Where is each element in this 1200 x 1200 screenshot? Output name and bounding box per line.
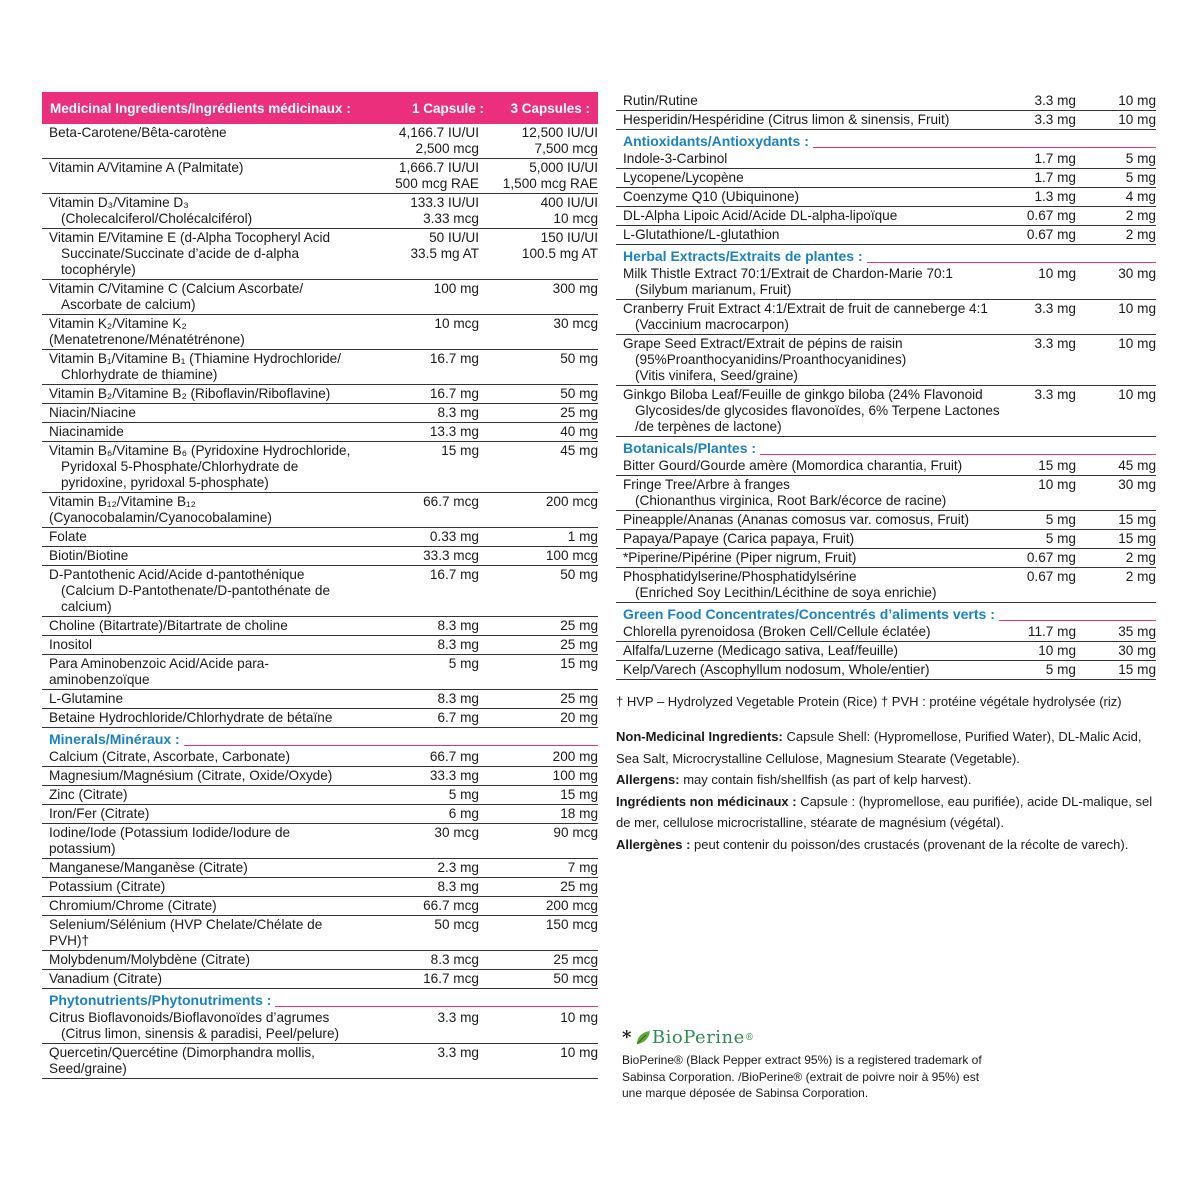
ingredient-row — [42, 916, 598, 951]
ingredient-row — [42, 229, 598, 280]
section-heading: Minerals/Minéraux : — [42, 728, 598, 748]
hvp-footnote: † HVP – Hydrolyzed Vegetable Protein (Rice) † PVH : protéine végétale hydrolysée (riz) — [616, 694, 1122, 709]
ingredient-name: Vitamin K₂/Vitamine K₂ (Menatetrenone/Ménatétrénone) — [49, 316, 245, 347]
ingredient-name: Alfalfa/Luzerne (Medicago sativa, Leaf/feuille) — [623, 643, 899, 658]
amount-1-capsule: 1.3 mg — [1034, 189, 1076, 204]
ingredients-header — [42, 92, 598, 124]
ingredient-name: Magnesium/Magnésium (Citrate, Oxide/Oxyde) — [49, 768, 333, 783]
amount-3-capsules: 150 IU/UI 100.5 mg AT — [521, 230, 598, 261]
amount-3-capsules: 10 mg — [1118, 301, 1156, 316]
amount-3-capsules: 100 mg — [552, 768, 598, 783]
ingredient-row — [42, 315, 598, 350]
ingredient-name: Vitamin D₃/Vitamine D₃ (Cholecalciferol/Cholécalciférol) — [49, 195, 253, 226]
amount-3-capsules: 30 mg — [1118, 266, 1156, 281]
amount-3-capsules: 50 mg — [560, 351, 598, 366]
ingredient-row — [42, 970, 598, 989]
amount-3-capsules: 7 mg — [567, 860, 598, 875]
amount-1-capsule: 8.3 mg — [437, 637, 479, 652]
ingredient-name: Vitamin B₆/Vitamine B₆ (Pyridoxine Hydrochloride, Pyridoxal 5-Phosphate/Chlorhydrate de pyridoxine, pyridoxal 5-phosphate) — [49, 443, 351, 490]
amount-3-capsules: 200 mcg — [545, 494, 598, 509]
amount-3-capsules: 50 mcg — [553, 971, 598, 986]
ingredient-row — [616, 549, 1156, 568]
amount-1-capsule: 15 mg — [1038, 458, 1076, 473]
ingredient-name: Manganese/Manganèse (Citrate) — [49, 860, 248, 875]
right-ingredient-table — [616, 92, 1156, 680]
ingredient-name: Beta-Carotene/Bêta-carotène — [49, 125, 227, 140]
bioperine-logo-text: BioPerine — [651, 1027, 745, 1048]
amount-1-capsule: 16.7 mg — [429, 567, 479, 582]
amount-3-capsules: 2 mg — [1125, 569, 1156, 584]
amount-1-capsule: 2.3 mg — [437, 860, 479, 875]
ingredient-name: Pineapple/Ananas (Ananas comosus var. comosus, Fruit) — [623, 512, 970, 527]
ingredient-name: Coenzyme Q10 (Ubiquinone) — [623, 189, 800, 204]
amount-3-capsules: 90 mcg — [553, 825, 598, 840]
section-heading: Antioxidants/Antioxydants : — [616, 130, 1156, 150]
amount-3-capsules: 20 mg — [560, 710, 598, 725]
ingredient-row — [42, 1009, 598, 1044]
amount-1-capsule: 3.3 mg — [1034, 93, 1076, 108]
section-heading: Green Food Concentrates/Concentrés d’aliments verts : — [616, 603, 1156, 623]
amount-3-capsules: 4 mg — [1125, 189, 1156, 204]
ingredient-row — [42, 951, 598, 970]
amount-3-capsules: 10 mg — [560, 1045, 598, 1060]
amount-3-capsules: 10 mg — [1118, 112, 1156, 127]
ingredient-name: Fringe Tree/Arbre à franges (Chionanthus virginica, Root Bark/écorce de racine) — [623, 477, 947, 508]
amount-1-capsule: 0.67 mg — [1026, 550, 1076, 565]
amount-1-capsule: 3.3 mg — [1034, 387, 1076, 402]
amount-3-capsules: 2 mg — [1125, 208, 1156, 223]
ingredient-row — [616, 207, 1156, 226]
ingredient-row — [42, 805, 598, 824]
amount-3-capsules: 200 mg — [552, 749, 598, 764]
ingredient-name: DL-Alpha Lipoic Acid/Acide DL-alpha-lipoïque — [623, 208, 898, 223]
ingredient-row — [616, 226, 1156, 245]
ingredient-name: Vitamin A/Vitamine A (Palmitate) — [49, 160, 244, 175]
amount-3-capsules: 35 mg — [1118, 624, 1156, 639]
amount-3-capsules: 25 mg — [560, 637, 598, 652]
amount-1-capsule: 8.3 mg — [437, 618, 479, 633]
amount-3-capsules: 15 mg — [560, 656, 598, 671]
amount-3-capsules: 10 mg — [1118, 336, 1156, 351]
ingredient-name: Betaine Hydrochloride/Chlorhydrate de bétaïne — [49, 710, 333, 725]
ingredient-name: Folate — [49, 529, 87, 544]
ingredient-row — [42, 1044, 598, 1079]
amount-3-capsules: 5 mg — [1125, 151, 1156, 166]
ingredient-row — [42, 124, 598, 159]
ingredient-row — [42, 566, 598, 617]
section-heading: Botanicals/Plantes : — [616, 437, 1156, 457]
ingredient-row — [42, 159, 598, 194]
amount-1-capsule: 10 mg — [1038, 643, 1076, 658]
ingredient-name: Quercetin/Quercétine (Dimorphandra mollis, Seed/graine) — [49, 1045, 315, 1076]
ingredient-name: Zinc (Citrate) — [49, 787, 128, 802]
ingredient-name: Papaya/Papaye (Carica papaya, Fruit) — [623, 531, 855, 546]
ingredient-row — [42, 767, 598, 786]
ingredient-row — [42, 897, 598, 916]
amount-1-capsule: 10 mg — [1038, 477, 1076, 492]
ingredient-name: Potassium (Citrate) — [49, 879, 166, 894]
ingredient-row — [42, 280, 598, 315]
amount-3-capsules: 18 mg — [560, 806, 598, 821]
ingredient-row — [616, 92, 1156, 111]
ingredient-row — [616, 476, 1156, 511]
ingredient-row — [42, 655, 598, 690]
leaf-icon — [634, 1029, 652, 1047]
ingredient-row — [42, 878, 598, 897]
amount-1-capsule: 16.7 mcg — [423, 971, 479, 986]
ingredient-row — [616, 335, 1156, 386]
amount-1-capsule: 1.7 mg — [1034, 151, 1076, 166]
amount-1-capsule: 50 IU/UI 33.5 mg AT — [410, 230, 479, 261]
section-heading: Herbal Extracts/Extraits de plantes : — [616, 245, 1156, 265]
amount-1-capsule: 5 mg — [1045, 531, 1076, 546]
ingredient-name: L-Glutathione/L-glutathion — [623, 227, 780, 242]
amount-1-capsule: 16.7 mg — [429, 386, 479, 401]
ingredient-row — [616, 623, 1156, 642]
amount-3-capsules: 2 mg — [1125, 227, 1156, 242]
amount-1-capsule: 15 mg — [441, 443, 479, 458]
amount-3-capsules: 45 mg — [560, 443, 598, 458]
amount-1-capsule: 6 mg — [448, 806, 479, 821]
ingredient-row — [42, 636, 598, 655]
amount-1-capsule: 8.3 mg — [437, 405, 479, 420]
amount-3-capsules: 45 mg — [1118, 458, 1156, 473]
amount-3-capsules: 15 mg — [1118, 531, 1156, 546]
amount-1-capsule: 4,166.7 IU/UI 2,500 mcg — [398, 125, 479, 156]
ingredient-row — [42, 859, 598, 878]
ingredient-row — [42, 786, 598, 805]
ingredient-row — [616, 150, 1156, 169]
amount-3-capsules: 25 mg — [560, 691, 598, 706]
ingredient-row — [616, 169, 1156, 188]
amount-3-capsules: 150 mcg — [545, 917, 598, 932]
ingredient-row — [616, 300, 1156, 335]
ingredient-name: L-Glutamine — [49, 691, 124, 706]
amount-1-capsule: 66.7 mg — [429, 749, 479, 764]
amount-3-capsules: 400 IU/UI 10 mcg — [540, 195, 598, 226]
ingredient-name: Selenium/Sélénium (HVP Chelate/Chélate de PVH)† — [49, 917, 323, 948]
note-paragraph: Non-Medicinal Ingredients: Capsule Shell: (Hypromellose, Purified Water), DL-Malic Acid, Sea Salt, Microcrystalline Cellulose, Magnesium Stearate (Vegetable). — [616, 729, 1142, 766]
ingredient-name: Chlorella pyrenoidosa (Broken Cell/Cellule éclatée) — [623, 624, 931, 639]
ingredient-name: Niacinamide — [49, 424, 124, 439]
amount-3-capsules: 10 mg — [560, 1010, 598, 1025]
ingredient-row — [42, 194, 598, 229]
ingredient-name: Iodine/Iode (Potassium Iodide/Iodure de potassium) — [49, 825, 291, 856]
ingredient-row — [616, 642, 1156, 661]
amount-3-capsules: 5,000 IU/UI 1,500 mcg RAE — [502, 160, 598, 191]
asterisk: * — [622, 1027, 632, 1048]
amount-3-capsules: 200 mcg — [545, 898, 598, 913]
amount-1-capsule: 5 mg — [1045, 512, 1076, 527]
header-ingredients-label: Medicinal Ingredients/Ingrédients médicinaux : — [50, 100, 351, 116]
ingredient-name: Grape Seed Extract/Extrait de pépins de raisin (95%Proanthocyanidins/Proanthocyanidines) (Vitis vinifera, Seed/graine) — [623, 336, 907, 383]
amount-1-capsule: 5 mg — [448, 787, 479, 802]
amount-1-capsule: 6.7 mg — [437, 710, 479, 725]
amount-1-capsule: 5 mg — [1045, 662, 1076, 677]
ingredient-name: Milk Thistle Extract 70:1/Extrait de Chardon-Marie 70:1 (Silybum marianum, Fruit) — [623, 266, 953, 297]
header-3-capsules: 3 Capsules : — [510, 100, 590, 116]
ingredient-name: D-Pantothenic Acid/Acide d-pantothénique (Calcium D-Pantothenate/D-pantothénate de calcium) — [49, 567, 331, 614]
ingredient-name: Citrus Bioflavonoids/Bioflavonoïdes d’agrumes (Citrus limon, sinensis & paradisi, Peel/pelure) — [49, 1010, 340, 1041]
amount-3-capsules: 25 mg — [560, 618, 598, 633]
ingredient-name: Vitamin C/Vitamine C (Calcium Ascorbate/ Ascorbate de calcium) — [49, 281, 304, 312]
amount-3-capsules: 30 mg — [1118, 643, 1156, 658]
ingredient-name: Calcium (Citrate, Ascorbate, Carbonate) — [49, 749, 291, 764]
amount-1-capsule: 66.7 mcg — [423, 494, 479, 509]
ingredient-row — [42, 824, 598, 859]
ingredient-row — [42, 690, 598, 709]
ingredient-name: Hesperidin/Hespéridine (Citrus limon & sinensis, Fruit) — [623, 112, 950, 127]
ingredient-row — [42, 442, 598, 493]
amount-3-capsules: 10 mg — [1118, 93, 1156, 108]
ingredient-row — [616, 386, 1156, 437]
ingredient-row — [42, 350, 598, 385]
ingredient-name: Bitter Gourd/Gourde amère (Momordica charantia, Fruit) — [623, 458, 963, 473]
amount-1-capsule: 33.3 mg — [429, 768, 479, 783]
ingredient-row — [42, 709, 598, 728]
amount-1-capsule: 50 mcg — [434, 917, 479, 932]
ingredient-row — [42, 528, 598, 547]
amount-1-capsule: 3.3 mg — [1034, 301, 1076, 316]
amount-1-capsule: 16.7 mg — [429, 351, 479, 366]
amount-1-capsule: 66.7 mcg — [423, 898, 479, 913]
amount-1-capsule: 0.67 mg — [1026, 569, 1076, 584]
amount-3-capsules: 25 mg — [560, 405, 598, 420]
amount-1-capsule: 30 mcg — [434, 825, 479, 840]
amount-1-capsule: 10 mcg — [434, 316, 479, 331]
ingredient-row — [42, 617, 598, 636]
ingredient-name: Ginkgo Biloba Leaf/Feuille de ginkgo biloba (24% Flavonoid Glycosides/de glycosides flavonoïdes, 6% Terpene Lactones /de terpènes de lactone) — [623, 387, 1000, 434]
amount-1-capsule: 8.3 mg — [437, 691, 479, 706]
amount-3-capsules: 2 mg — [1125, 550, 1156, 565]
right-column — [616, 92, 1156, 855]
amount-1-capsule: 0.67 mg — [1026, 227, 1076, 242]
ingredient-name: Biotin/Biotine — [49, 548, 129, 563]
amount-1-capsule: 8.3 mg — [437, 879, 479, 894]
amount-1-capsule: 100 mg — [433, 281, 479, 296]
amount-1-capsule: 13.3 mg — [429, 424, 479, 439]
amount-3-capsules: 15 mg — [560, 787, 598, 802]
ingredient-name: Phosphatidylserine/Phosphatidylsérine (Enriched Soy Lecithin/Lécithine de soya enrichie) — [623, 569, 937, 600]
ingredient-row — [42, 547, 598, 566]
amount-3-capsules: 5 mg — [1125, 170, 1156, 185]
amount-3-capsules: 40 mg — [560, 424, 598, 439]
amount-3-capsules: 1 mg — [567, 529, 598, 544]
ingredient-name: Lycopene/Lycopène — [623, 170, 744, 185]
ingredient-name: Cranberry Fruit Extract 4:1/Extrait de fruit de canneberge 4:1 (Vaccinium macrocarpon) — [623, 301, 988, 332]
amount-3-capsules: 50 mg — [560, 386, 598, 401]
amount-1-capsule: 33.3 mcg — [423, 548, 479, 563]
ingredient-row — [616, 457, 1156, 476]
ingredient-name: Rutin/Rutine — [623, 93, 698, 108]
amount-1-capsule: 3.3 mg — [437, 1010, 479, 1025]
ingredient-name: Choline (Bitartrate)/Bitartrate de choline — [49, 618, 288, 633]
amount-3-capsules: 12,500 IU/UI 7,500 mcg — [521, 125, 598, 156]
amount-3-capsules: 10 mg — [1118, 387, 1156, 402]
ingredient-row — [616, 265, 1156, 300]
ingredient-name: Vanadium (Citrate) — [49, 971, 163, 986]
ingredient-row — [616, 188, 1156, 207]
ingredient-row — [616, 111, 1156, 130]
amount-1-capsule: 8.3 mcg — [430, 952, 479, 967]
amount-3-capsules: 25 mg — [560, 879, 598, 894]
amount-1-capsule: 10 mg — [1038, 266, 1076, 281]
amount-1-capsule: 1.7 mg — [1034, 170, 1076, 185]
amount-3-capsules: 50 mg — [560, 567, 598, 582]
amount-3-capsules: 15 mg — [1118, 512, 1156, 527]
note-paragraph: Allergènes : peut contenir du poisson/des crustacés (provenant de la récolte de varech). — [616, 836, 1129, 852]
amount-3-capsules: 25 mcg — [553, 952, 598, 967]
amount-1-capsule: 3.3 mg — [437, 1045, 479, 1060]
amount-3-capsules: 15 mg — [1118, 662, 1156, 677]
ingredient-row — [42, 748, 598, 767]
ingredient-row — [42, 423, 598, 442]
ingredient-name: Iron/Fer (Citrate) — [49, 806, 150, 821]
ingredient-row — [616, 661, 1156, 680]
header-1-capsule: 1 Capsule : — [411, 100, 484, 116]
ingredient-name: Kelp/Varech (Ascophyllum nodosum, Whole/entier) — [623, 662, 930, 677]
ingredient-name: Vitamin B₂/Vitamine B₂ (Riboflavin/Riboflavine) — [49, 386, 331, 401]
ingredient-row — [616, 530, 1156, 549]
ingredient-name: Chromium/Chrome (Citrate) — [49, 898, 217, 913]
non-medicinal-notes — [616, 726, 1156, 855]
ingredient-name: Vitamin B₁/Vitamine B₁ (Thiamine Hydrochloride/ Chlorhydrate de thiamine) — [49, 351, 341, 382]
amount-1-capsule: 1,666.7 IU/UI 500 mcg RAE — [395, 160, 479, 191]
amount-1-capsule: 0.33 mg — [429, 529, 479, 544]
ingredient-name: Para Aminobenzoic Acid/Acide para-aminobenzoïque — [49, 656, 269, 687]
amount-3-capsules: 100 mcg — [545, 548, 598, 563]
registered-mark: ® — [744, 1032, 755, 1043]
amount-1-capsule: 133.3 IU/UI 3.33 mcg — [410, 195, 479, 226]
amount-3-capsules: 30 mcg — [553, 316, 598, 331]
amount-1-capsule: 5 mg — [448, 656, 479, 671]
note-paragraph: Allergens: may contain fish/shellfish (as part of kelp harvest). — [616, 772, 972, 787]
ingredient-row — [616, 568, 1156, 603]
ingredient-name: Vitamin E/Vitamine E (d-Alpha Tocopheryl Acid Succinate/Succinate d’acide de d-alpha tocophéryle) — [49, 230, 331, 277]
bioperine-trademark-text: BioPerine® (Black Pepper extract 95%) is a registered trademark of Sabinsa Corporation. /BioPerine® (extrait de poivre noir à 95%) est une marque déposée de Sabinsa Corporation. — [622, 1053, 982, 1100]
ingredient-name: Vitamin B₁₂/Vitamine B₁₂ (Cyanocobalamin/Cyanocobalamine) — [49, 494, 272, 525]
amount-1-capsule: 0.67 mg — [1026, 208, 1076, 223]
ingredient-row — [616, 511, 1156, 530]
left-column — [42, 92, 598, 1079]
bioperine-block — [622, 1027, 1002, 1102]
ingredient-row — [42, 493, 598, 528]
amount-3-capsules: 300 mg — [552, 281, 598, 296]
ingredient-row — [42, 385, 598, 404]
left-ingredient-table — [42, 124, 598, 1079]
ingredient-name: Niacin/Niacine — [49, 405, 136, 420]
amount-1-capsule: 11.7 mg — [1027, 624, 1076, 639]
ingredient-name: *Piperine/Pipérine (Piper nigrum, Fruit) — [623, 550, 857, 565]
ingredient-name: Indole-3-Carbinol — [623, 151, 728, 166]
ingredient-name: Inositol — [49, 637, 93, 652]
ingredient-name: Molybdenum/Molybdène (Citrate) — [49, 952, 250, 967]
bioperine-logo — [622, 1027, 1002, 1048]
ingredient-row — [42, 404, 598, 423]
section-heading: Phytonutrients/Phytonutriments : — [42, 989, 598, 1009]
amount-1-capsule: 3.3 mg — [1034, 112, 1076, 127]
note-paragraph: Ingrédients non médicinaux : Capsule : (hypromellose, eau purifiée), acide DL-malique, sel de mer, cellulose microcristalline, stéarate de magnésium (végétal). — [616, 793, 1153, 830]
amount-3-capsules: 30 mg — [1118, 477, 1156, 492]
amount-1-capsule: 3.3 mg — [1034, 336, 1076, 351]
